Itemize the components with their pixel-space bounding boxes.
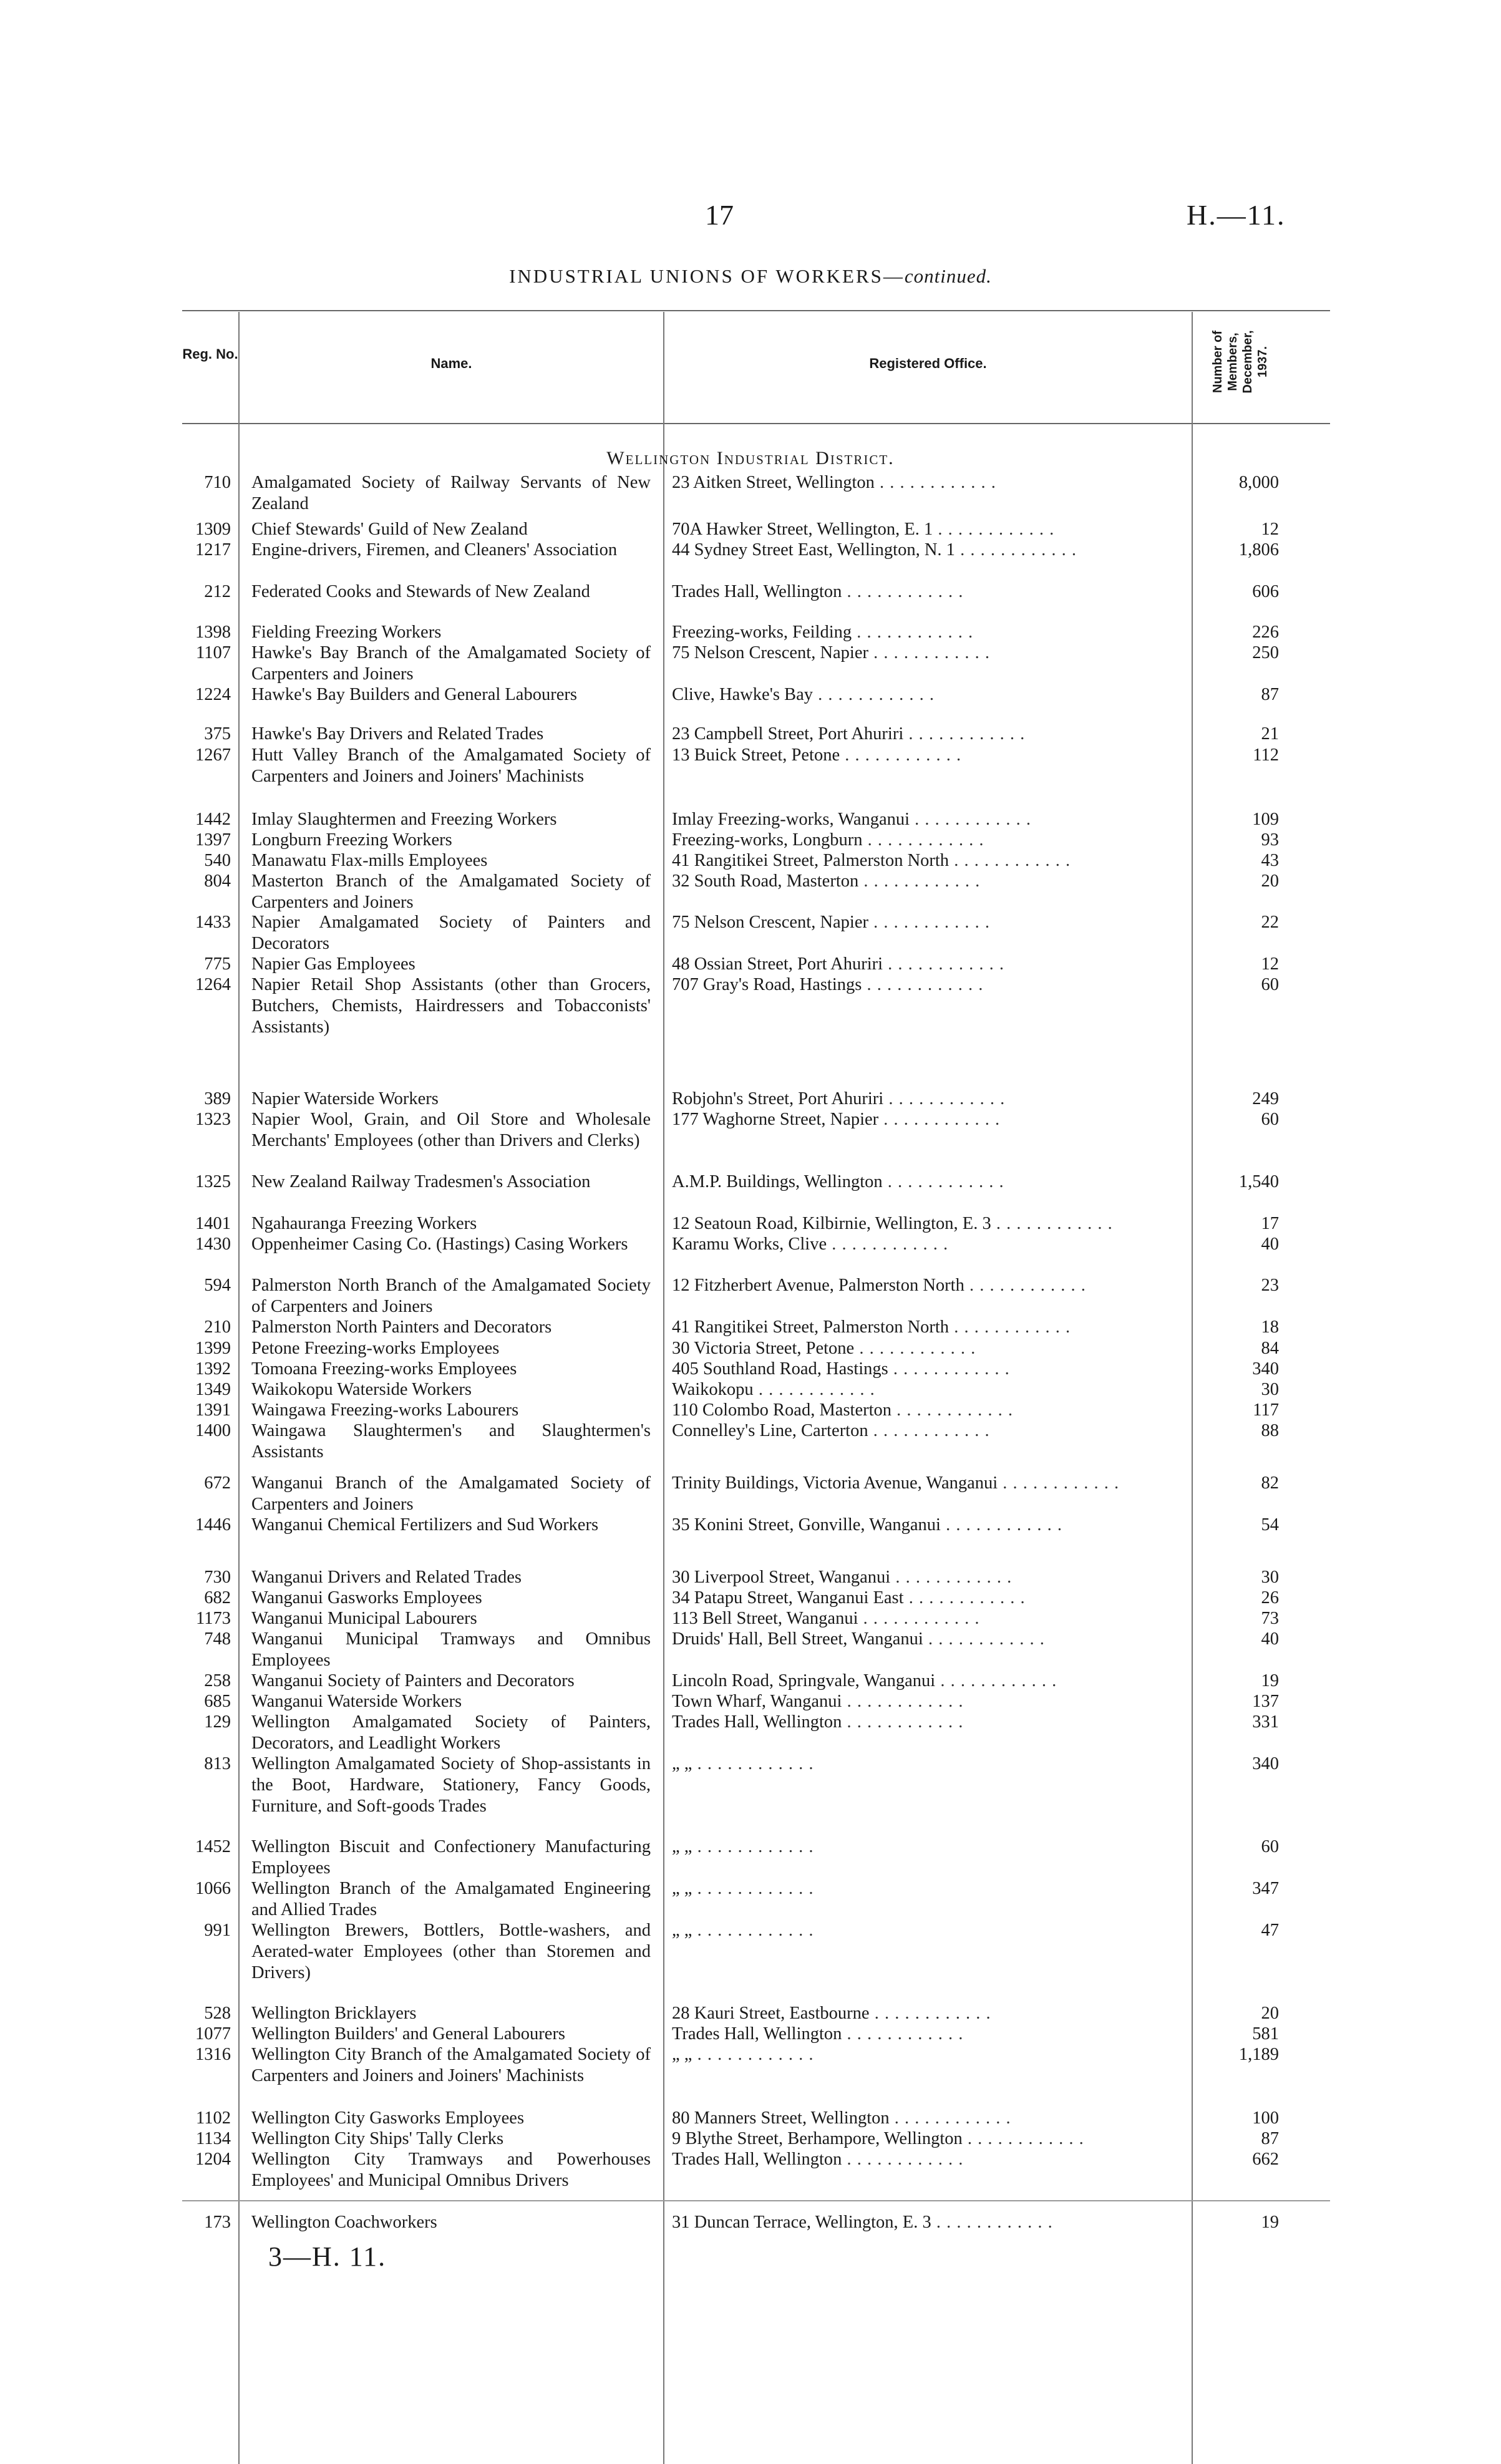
reg-number: 1316	[195, 2045, 231, 2064]
leader-dots: . . . . . . . . . . . .	[940, 1515, 1062, 1535]
member-count: 21	[1261, 724, 1279, 744]
reg-number: 1224	[195, 685, 231, 704]
leader-dots: . . . . . . . . . . . .	[889, 2108, 1011, 2128]
leader-dots: . . . . . . . . . . . .	[998, 1473, 1120, 1493]
union-name: Engine-drivers, Firemen, and Cleaners' Association	[251, 540, 618, 560]
union-name: Wanganui Branch of the Amalgamated Society of Carpenters and Joiners	[251, 1473, 651, 1514]
union-name: Wellington Coachworkers	[251, 2213, 437, 2232]
member-count: 60	[1261, 975, 1279, 994]
union-name: Wellington Bricklayers	[251, 2004, 417, 2023]
registered-office: Druids' Hall, Bell Street, Wanganui . . . . . . . . . . . .	[672, 1629, 1045, 1649]
member-count: 93	[1261, 830, 1279, 850]
leader-dots: . . . . . . . . . . . .	[842, 1712, 964, 1732]
reg-number: 1107	[196, 643, 231, 662]
union-name: Wellington Amalgamated Society of Shop-assistants in the Boot, Hardware, Stationery, Fancy Goods, Furniture, and Soft-goods Trades	[251, 1754, 651, 1816]
leader-dots: . . . . . . . . . . . .	[852, 623, 974, 642]
leader-dots: . . . . . . . . . . . .	[840, 745, 962, 765]
member-count: 73	[1261, 1609, 1279, 1628]
registered-office: 23 Campbell Street, Port Ahuriri . . . . . . . . . . . .	[672, 724, 1026, 744]
member-count: 340	[1252, 1359, 1279, 1379]
reg-number: 258	[204, 1671, 231, 1690]
member-count: 43	[1261, 851, 1279, 870]
member-count: 54	[1261, 1515, 1279, 1535]
reg-number: 1173	[196, 1609, 231, 1628]
leader-dots: . . . . . . . . . . . .	[962, 2129, 1084, 2148]
union-name: Napier Retail Shop Assistants (other than Grocers, Butchers, Chemists, Hairdressers and Tobacconists' Assistants)	[251, 975, 651, 1037]
reg-number: 1433	[195, 913, 231, 932]
leader-dots: . . . . . . . . . . . .	[842, 2150, 964, 2169]
registered-office: Trinity Buildings, Victoria Avenue, Wanganui . . . . . . . . . . . .	[672, 1473, 1120, 1493]
member-count: 1,189	[1238, 2045, 1279, 2064]
leader-dots: . . . . . . . . . . . .	[842, 1692, 964, 1711]
union-name: Imlay Slaughtermen and Freezing Workers	[251, 810, 557, 829]
leader-dots: . . . . . . . . . . . .	[868, 643, 990, 662]
reg-number: 991	[204, 1921, 231, 1940]
union-name: Waingawa Slaughtermen's and Slaughtermen's Assistants	[251, 1421, 651, 1462]
union-name: Hawke's Bay Builders and General Labourers	[251, 685, 577, 704]
leader-dots: . . . . . . . . . . . .	[862, 830, 984, 850]
registered-office: „ „ . . . . . . . . . . . .	[672, 1921, 814, 1940]
registered-office: Clive, Hawke's Bay . . . . . . . . . . . .	[672, 685, 935, 704]
reg-number: 389	[204, 1089, 231, 1108]
member-count: 23	[1261, 1276, 1279, 1295]
column-header-office: Registered Office.	[869, 356, 987, 371]
union-name: Manawatu Flax-mills Employees	[251, 851, 488, 870]
leader-dots: . . . . . . . . . . . .	[923, 1629, 1045, 1649]
leader-dots: . . . . . . . . . . . .	[882, 1172, 1004, 1191]
registered-office: Robjohn's Street, Port Ahuriri . . . . . . . . . . . .	[672, 1089, 1006, 1108]
leader-dots: . . . . . . . . . . . .	[890, 1568, 1013, 1587]
union-name: Wanganui Gasworks Employees	[251, 1588, 482, 1608]
member-count: 82	[1261, 1473, 1279, 1493]
reg-number: 1267	[195, 745, 231, 765]
registered-office: Lincoln Road, Springvale, Wanganui . . . . . . . . . . . .	[672, 1671, 1057, 1690]
leader-dots: . . . . . . . . . . . .	[891, 1400, 1014, 1420]
member-count: 84	[1261, 1339, 1279, 1358]
member-count: 47	[1261, 1921, 1279, 1940]
leader-dots: . . . . . . . . . . . .	[874, 473, 996, 492]
header-bottom-rule	[182, 423, 1330, 424]
registered-office: 110 Colombo Road, Masterton . . . . . . . . . . . .	[672, 1400, 1014, 1420]
union-name: Napier Wool, Grain, and Oil Store and Wholesale Merchants' Employees (other than Drivers and Clerks)	[251, 1110, 651, 1150]
member-count: 12	[1261, 520, 1279, 539]
union-name: Wellington City Gasworks Employees	[251, 2108, 525, 2128]
union-name: Wellington Brewers, Bottlers, Bottle-washers, and Aerated-water Employees (other than Storemen and Drivers)	[251, 1921, 651, 1982]
member-count: 18	[1261, 1317, 1279, 1337]
reg-number: 1325	[195, 1172, 231, 1191]
reg-number: 672	[204, 1473, 231, 1493]
leader-dots: . . . . . . . . . . . .	[842, 2024, 964, 2044]
member-count: 19	[1261, 2213, 1279, 2232]
leader-dots: . . . . . . . . . . . .	[842, 582, 964, 601]
leader-dots: . . . . . . . . . . . .	[933, 520, 1055, 539]
reg-number: 1204	[195, 2150, 231, 2169]
registered-office: „ „ . . . . . . . . . . . .	[672, 1754, 814, 1773]
member-count: 17	[1261, 1214, 1279, 1233]
column-header-reg: Reg. No.	[182, 346, 238, 362]
registered-office: 80 Manners Street, Wellington . . . . . . . . . . . .	[672, 2108, 1011, 2128]
union-name: Wellington Branch of the Amalgamated Engineering and Allied Trades	[251, 1879, 651, 1919]
signature-mark: 3—H. 11.	[268, 2241, 387, 2272]
member-count: 581	[1252, 2024, 1279, 2044]
registered-office: 35 Konini Street, Gonville, Wanganui . . . . . . . . . . . .	[672, 1515, 1062, 1535]
leader-dots: . . . . . . . . . . . .	[858, 871, 981, 891]
member-count: 20	[1261, 871, 1279, 891]
union-name: Wanganui Municipal Labourers	[251, 1609, 477, 1628]
reg-number: 375	[204, 724, 231, 744]
leader-dots: . . . . . . . . . . . .	[888, 1359, 1010, 1379]
reg-number: 1323	[195, 1110, 231, 1129]
reg-number: 528	[204, 2004, 231, 2023]
column-divider-reg	[238, 312, 240, 2464]
table-title-continued: continued.	[904, 265, 992, 287]
member-count: 137	[1252, 1692, 1279, 1711]
reg-number: 1401	[195, 1214, 231, 1233]
registered-office: 707 Gray's Road, Hastings . . . . . . . . . . . .	[672, 975, 984, 994]
member-count: 40	[1261, 1234, 1279, 1254]
member-count: 1,540	[1238, 1172, 1279, 1191]
registered-office: Town Wharf, Wanganui . . . . . . . . . . . .	[672, 1692, 964, 1711]
registered-office: Freezing-works, Longburn . . . . . . . . . . . .	[672, 830, 984, 850]
union-name: Napier Amalgamated Society of Painters and Decorators	[251, 913, 651, 953]
leader-dots: . . . . . . . . . . . .	[883, 954, 1005, 974]
registered-office: 12 Fitzherbert Avenue, Palmerston North . . . . . . . . . . . .	[672, 1276, 1086, 1295]
union-name: Oppenheimer Casing Co. (Hastings) Casing Workers	[251, 1234, 628, 1254]
registered-office: Freezing-works, Feilding . . . . . . . . . . . .	[672, 623, 974, 642]
reg-number: 1349	[195, 1380, 231, 1399]
table-title	[0, 265, 1501, 288]
member-count: 87	[1261, 685, 1279, 704]
union-name: Wanganui Drivers and Related Trades	[251, 1568, 522, 1587]
column-header-members: Number of Members, December, 1937.	[1211, 330, 1270, 394]
member-count: 347	[1252, 1879, 1279, 1898]
member-count: 109	[1252, 810, 1279, 829]
reg-number: 1400	[195, 1421, 231, 1440]
union-name: Wellington Amalgamated Society of Painters, Decorators, and Leadlight Workers	[251, 1712, 651, 1753]
page-reference: H.—11.	[1187, 199, 1286, 231]
leader-dots: . . . . . . . . . . . .	[862, 975, 984, 994]
union-name: Waingawa Freezing-works Labourers	[251, 1400, 519, 1420]
registered-office: 405 Southland Road, Hastings . . . . . . . . . . . .	[672, 1359, 1010, 1379]
reg-number: 1217	[195, 540, 231, 560]
member-count: 88	[1261, 1421, 1279, 1440]
registered-office: Connelley's Line, Carterton . . . . . . . . . . . .	[672, 1421, 990, 1440]
reg-number: 594	[204, 1276, 231, 1295]
union-name: Federated Cooks and Stewards of New Zealand	[251, 582, 590, 601]
leader-dots: . . . . . . . . . . . .	[935, 1671, 1057, 1690]
union-name: Wanganui Waterside Workers	[251, 1692, 462, 1711]
leader-dots: . . . . . . . . . . . .	[812, 685, 935, 704]
member-count: 26	[1261, 1588, 1279, 1608]
registered-office: Waikokopu . . . . . . . . . . . .	[672, 1380, 875, 1399]
member-count: 606	[1252, 582, 1279, 601]
union-name: Wellington Biscuit and Confectionery Manufacturing Employees	[251, 1837, 651, 1878]
registered-office: 48 Ossian Street, Port Ahuriri . . . . . . . . . . . .	[672, 954, 1005, 974]
union-name: Hutt Valley Branch of the Amalgamated Society of Carpenters and Joiners and Joiners' Machinists	[251, 745, 651, 786]
district-heading: Wellington Industrial District.	[606, 448, 895, 468]
member-count: 8,000	[1238, 473, 1279, 492]
reg-number: 1077	[195, 2024, 231, 2044]
union-name: Wanganui Society of Painters and Decorators	[251, 1671, 575, 1690]
leader-dots: . . . . . . . . . . . .	[949, 1317, 1071, 1337]
registered-office: „ „ . . . . . . . . . . . .	[672, 1879, 814, 1898]
registered-office: „ „ . . . . . . . . . . . .	[672, 2045, 814, 2064]
leader-dots: . . . . . . . . . . . .	[868, 913, 990, 932]
union-name: Napier Gas Employees	[251, 954, 415, 974]
reg-number: 813	[204, 1754, 231, 1773]
registered-office: 23 Aitken Street, Wellington . . . . . . . . . . . .	[672, 473, 996, 492]
union-name: Ngahauranga Freezing Workers	[251, 1214, 477, 1233]
union-name: Wanganui Chemical Fertilizers and Sud Workers	[251, 1515, 599, 1535]
reg-number: 1442	[195, 810, 231, 829]
registered-office: A.M.P. Buildings, Wellington . . . . . . . . . . . .	[672, 1172, 1004, 1191]
member-count: 117	[1253, 1400, 1279, 1420]
reg-number: 540	[204, 851, 231, 870]
member-count: 340	[1252, 1754, 1279, 1773]
union-name: Hawke's Bay Drivers and Related Trades	[251, 724, 544, 744]
registered-office: Trades Hall, Wellington . . . . . . . . . . . .	[672, 1712, 964, 1732]
registered-office: Imlay Freezing-works, Wanganui . . . . . . . . . . . .	[672, 810, 1032, 829]
reg-number: 685	[204, 1692, 231, 1711]
reg-number: 1264	[195, 975, 231, 994]
column-divider-name	[663, 312, 664, 2464]
registered-office: Trades Hall, Wellington . . . . . . . . . . . .	[672, 582, 964, 601]
leader-dots: . . . . . . . . . . . .	[903, 1588, 1026, 1608]
reg-number: 710	[204, 473, 231, 492]
reg-number: 1066	[195, 1879, 231, 1898]
registered-office: Karamu Works, Clive . . . . . . . . . . . .	[672, 1234, 949, 1254]
reg-number: 775	[204, 954, 231, 974]
table-bottom-rule	[182, 2200, 1330, 2201]
member-count: 662	[1252, 2150, 1279, 2169]
registered-office: 31 Duncan Terrace, Wellington, E. 3 . . . . . . . . . . . .	[672, 2213, 1053, 2232]
member-count: 226	[1252, 623, 1279, 642]
reg-number: 1391	[195, 1400, 231, 1420]
member-count: 87	[1261, 2129, 1279, 2148]
member-count: 112	[1253, 745, 1279, 765]
member-count: 100	[1252, 2108, 1279, 2128]
leader-dots: . . . . . . . . . . . .	[692, 1837, 814, 1856]
member-count: 250	[1252, 643, 1279, 662]
registered-office: 41 Rangitikei Street, Palmerston North . . . . . . . . . . . .	[672, 1317, 1071, 1337]
member-count: 331	[1252, 1712, 1279, 1732]
union-name: Wanganui Municipal Tramways and Omnibus Employees	[251, 1629, 651, 1670]
reg-number: 173	[204, 2213, 231, 2232]
leader-dots: . . . . . . . . . . . .	[991, 1214, 1113, 1233]
union-name: Hawke's Bay Branch of the Amalgamated Society of Carpenters and Joiners	[251, 643, 651, 684]
registered-office: 9 Blythe Street, Berhampore, Wellington . . . . . . . . . . . .	[672, 2129, 1084, 2148]
column-header-name: Name.	[430, 356, 472, 371]
reg-number: 129	[204, 1712, 231, 1732]
leader-dots: . . . . . . . . . . . .	[869, 2004, 991, 2023]
member-count: 22	[1261, 913, 1279, 932]
union-name: Napier Waterside Workers	[251, 1089, 439, 1108]
leader-dots: . . . . . . . . . . . .	[692, 1879, 814, 1898]
leader-dots: . . . . . . . . . . . .	[883, 1089, 1006, 1108]
leader-dots: . . . . . . . . . . . .	[858, 1609, 980, 1628]
registered-office: 41 Rangitikei Street, Palmerston North . . . . . . . . . . . .	[672, 851, 1071, 870]
union-name: Petone Freezing-works Employees	[251, 1339, 500, 1358]
union-name: Palmerston North Branch of the Amalgamated Society of Carpenters and Joiners	[251, 1276, 651, 1316]
union-name: Waikokopu Waterside Workers	[251, 1380, 472, 1399]
table-title-main: INDUSTRIAL UNIONS OF WORKERS—	[509, 265, 905, 287]
registered-office: 113 Bell Street, Wanganui . . . . . . . . . . . .	[672, 1609, 980, 1628]
reg-number: 1398	[195, 623, 231, 642]
member-count: 30	[1261, 1380, 1279, 1399]
leader-dots: . . . . . . . . . . . .	[878, 1110, 1001, 1129]
leader-dots: . . . . . . . . . . . .	[931, 2213, 1053, 2232]
registered-office: 12 Seatoun Road, Kilbirnie, Wellington, E. 3 . . . . . . . . . . . .	[672, 1214, 1113, 1233]
leader-dots: . . . . . . . . . . . .	[903, 724, 1026, 744]
union-name: Wellington City Branch of the Amalgamated Society of Carpenters and Joiners and Joiners' Machinists	[251, 2045, 651, 2085]
union-name: Chief Stewards' Guild of New Zealand	[251, 520, 528, 539]
leader-dots: . . . . . . . . . . . .	[692, 1921, 814, 1940]
union-name: Wellington City Tramways and Powerhouses Employees' and Municipal Omnibus Drivers	[251, 2150, 651, 2190]
reg-number: 1430	[195, 1234, 231, 1254]
leader-dots: . . . . . . . . . . . .	[753, 1380, 875, 1399]
union-name: Wellington City Ships' Tally Clerks	[251, 2129, 504, 2148]
leader-dots: . . . . . . . . . . . .	[964, 1276, 1086, 1295]
union-name: Masterton Branch of the Amalgamated Society of Carpenters and Joiners	[251, 871, 651, 912]
registered-office: 34 Patapu Street, Wanganui East . . . . . . . . . . . .	[672, 1588, 1026, 1608]
leader-dots: . . . . . . . . . . . .	[955, 540, 1077, 560]
header-top-rule	[182, 310, 1330, 311]
reg-number: 1392	[195, 1359, 231, 1379]
union-name: Amalgamated Society of Railway Servants of New Zealand	[251, 473, 651, 513]
leader-dots: . . . . . . . . . . . .	[854, 1339, 976, 1358]
registered-office: 13 Buick Street, Petone . . . . . . . . . . . .	[672, 745, 962, 765]
registered-office: 30 Liverpool Street, Wanganui . . . . . . . . . . . .	[672, 1568, 1013, 1587]
reg-number: 730	[204, 1568, 231, 1587]
member-count: 1,806	[1238, 540, 1279, 560]
member-count: 20	[1261, 2004, 1279, 2023]
member-count: 12	[1261, 954, 1279, 974]
registered-office: „ „ . . . . . . . . . . . .	[672, 1837, 814, 1856]
registered-office: 44 Sydney Street East, Wellington, N. 1 . . . . . . . . . . . .	[672, 540, 1077, 560]
reg-number: 1134	[196, 2129, 231, 2148]
member-count: 60	[1261, 1110, 1279, 1129]
reg-number: 682	[204, 1588, 231, 1608]
reg-number: 210	[204, 1317, 231, 1337]
reg-number: 1309	[195, 520, 231, 539]
registered-office: 75 Nelson Crescent, Napier . . . . . . . . . . . .	[672, 643, 990, 662]
registered-office: 32 South Road, Masterton . . . . . . . . . . . .	[672, 871, 981, 891]
union-name: Fielding Freezing Workers	[251, 623, 442, 642]
member-count: 60	[1261, 1837, 1279, 1856]
reg-number: 1399	[195, 1339, 231, 1358]
page-number: 17	[705, 199, 734, 231]
registered-office: 70A Hawker Street, Wellington, E. 1 . . . . . . . . . . . .	[672, 520, 1055, 539]
registered-office: 75 Nelson Crescent, Napier . . . . . . . . . . . .	[672, 913, 990, 932]
union-name: Palmerston North Painters and Decorators	[251, 1317, 552, 1337]
member-count: 249	[1252, 1089, 1279, 1108]
reg-number: 804	[204, 871, 231, 891]
registered-office: 30 Victoria Street, Petone . . . . . . . . . . . .	[672, 1339, 976, 1358]
leader-dots: . . . . . . . . . . . .	[949, 851, 1071, 870]
leader-dots: . . . . . . . . . . . .	[692, 1754, 814, 1773]
reg-number: 1397	[195, 830, 231, 850]
member-count: 19	[1261, 1671, 1279, 1690]
union-name: Longburn Freezing Workers	[251, 830, 452, 850]
leader-dots: . . . . . . . . . . . .	[692, 2045, 814, 2064]
reg-number: 1452	[195, 1837, 231, 1856]
reg-number: 1446	[195, 1515, 231, 1535]
union-name: New Zealand Railway Tradesmen's Association	[251, 1172, 591, 1191]
reg-number: 1102	[196, 2108, 231, 2128]
registered-office: 177 Waghorne Street, Napier . . . . . . . . . . . .	[672, 1110, 1001, 1129]
registered-office: Trades Hall, Wellington . . . . . . . . . . . .	[672, 2150, 964, 2169]
reg-number: 212	[204, 582, 231, 601]
reg-number: 748	[204, 1629, 231, 1649]
leader-dots: . . . . . . . . . . . .	[868, 1421, 990, 1440]
member-count: 40	[1261, 1629, 1279, 1649]
registered-office: 28 Kauri Street, Eastbourne . . . . . . . . . . . .	[672, 2004, 991, 2023]
union-name: Wellington Builders' and General Labourers	[251, 2024, 566, 2044]
union-name: Tomoana Freezing-works Employees	[251, 1359, 517, 1379]
member-count: 30	[1261, 1568, 1279, 1587]
leader-dots: . . . . . . . . . . . .	[827, 1234, 949, 1254]
registered-office: Trades Hall, Wellington . . . . . . . . . . . .	[672, 2024, 964, 2044]
leader-dots: . . . . . . . . . . . .	[910, 810, 1032, 829]
